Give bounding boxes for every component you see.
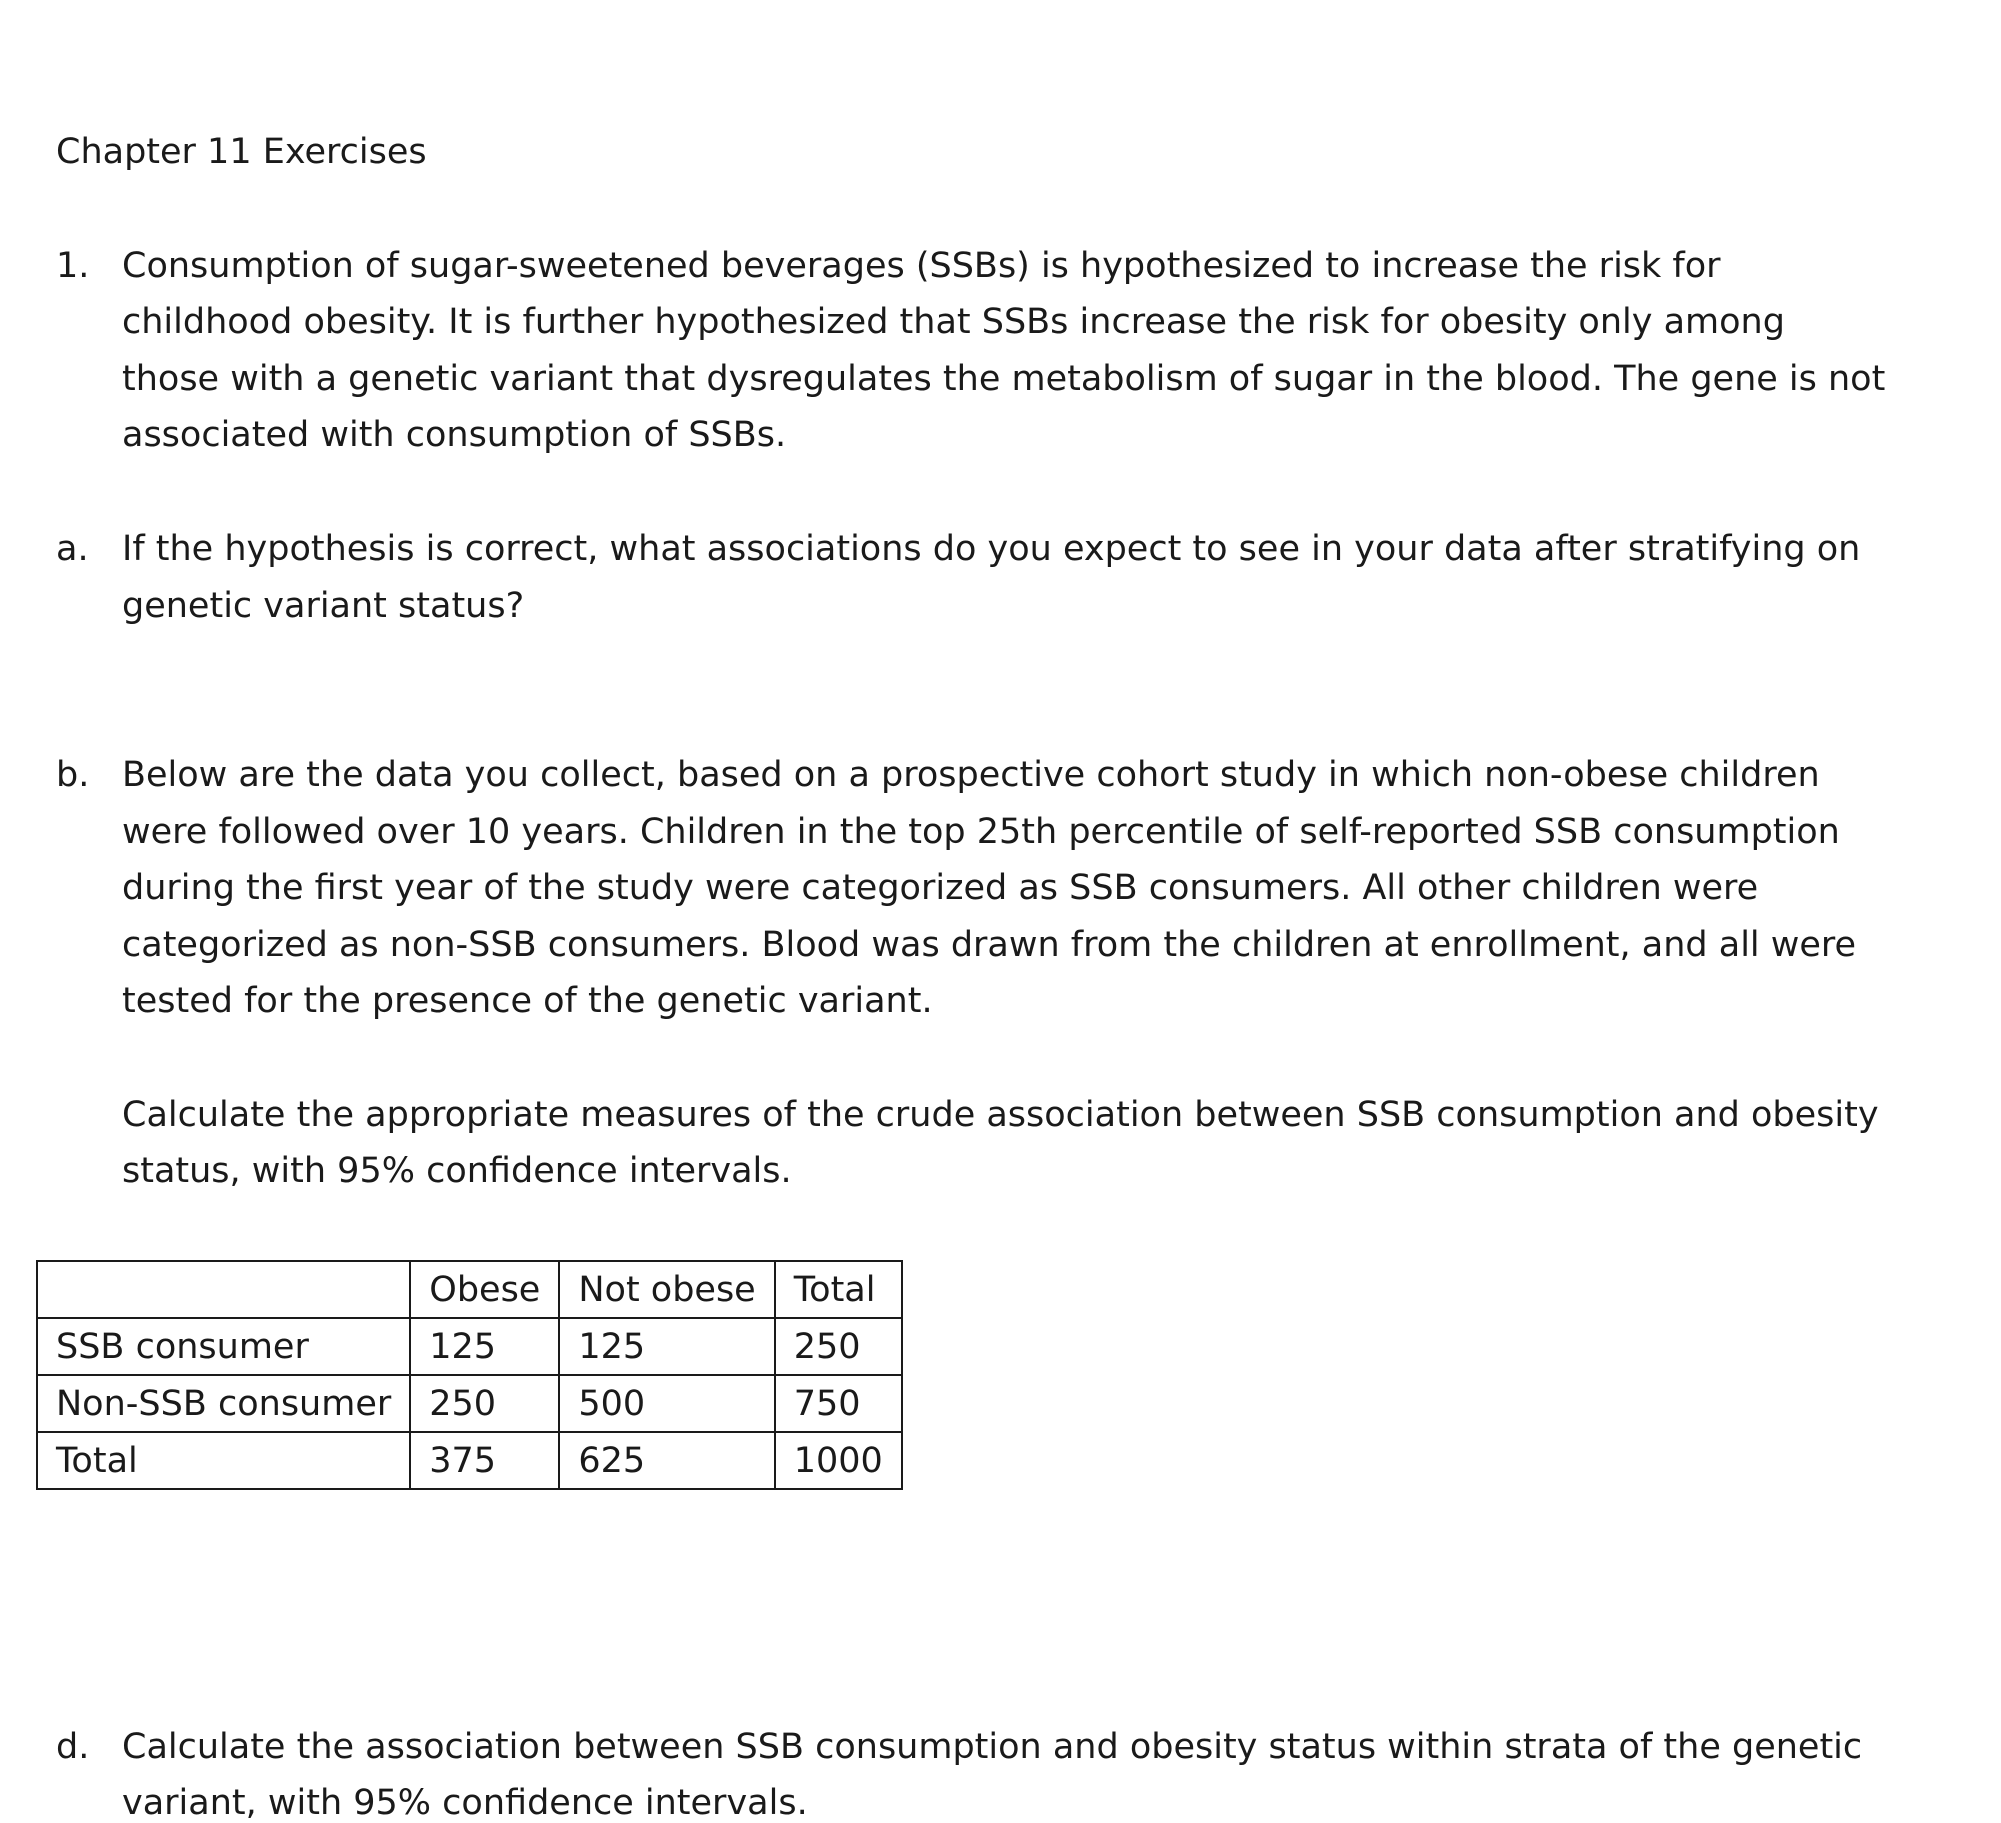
table-cell: 125 (559, 1318, 774, 1375)
part-d-label: d. (56, 1727, 90, 1767)
table-cell: Total (37, 1432, 410, 1489)
question-1-number: 1. (56, 246, 90, 286)
part-a-line-1: If the hypothesis is correct, what associations do you expect to see in your data after stratifying on (122, 529, 1861, 569)
table-cell: 1000 (775, 1432, 902, 1489)
table-cell: 125 (410, 1318, 559, 1375)
table-row (37, 1375, 902, 1432)
table-cell: 750 (775, 1375, 902, 1432)
question-1-line-1: Consumption of sugar-sweetened beverages (SSBs) is hypothesized to increase the risk for (122, 246, 1721, 286)
table-header-cell (37, 1261, 410, 1318)
part-b-line-2: were followed over 10 years. Children in the top 25th percentile of self-reported SSB consumption (122, 812, 1840, 852)
part-d-line-1: Calculate the association between SSB consumption and obesity status within strata of the genetic (122, 1727, 1863, 1767)
page-title: Chapter 11 Exercises (56, 132, 427, 172)
part-b-line-1: Below are the data you collect, based on a prospective cohort study in which non-obese children (122, 755, 1820, 795)
question-1-line-4: associated with consumption of SSBs. (122, 415, 787, 455)
part-a-label: a. (56, 529, 89, 569)
contingency-table (36, 1260, 903, 1490)
part-a-line-2: genetic variant status? (122, 586, 525, 626)
part-b-line-5: tested for the presence of the genetic variant. (122, 981, 933, 1021)
table-cell: 250 (410, 1375, 559, 1432)
part-b-line-3: during the first year of the study were categorized as SSB consumers. All other children were (122, 868, 1759, 908)
question-1-line-3: those with a genetic variant that dysregulates the metabolism of sugar in the blood. The gene is not (122, 359, 1886, 399)
table-header-row (37, 1261, 902, 1318)
table-cell: 500 (559, 1375, 774, 1432)
table-header-cell: Total (775, 1261, 902, 1318)
table-row (37, 1432, 902, 1489)
table-cell: SSB consumer (37, 1318, 410, 1375)
question-1-line-2: childhood obesity. It is further hypothesized that SSBs increase the risk for obesity only among (122, 302, 1785, 342)
table-header-cell: Obese (410, 1261, 559, 1318)
table-cell: Non-SSB consumer (37, 1375, 410, 1432)
part-b-label: b. (56, 755, 90, 795)
table-cell: 250 (775, 1318, 902, 1375)
table-header-cell: Not obese (559, 1261, 774, 1318)
part-d-line-2: variant, with 95% confidence intervals. (122, 1783, 808, 1823)
table-cell: 625 (559, 1432, 774, 1489)
table-row (37, 1318, 902, 1375)
part-b-line-4: categorized as non-SSB consumers. Blood was drawn from the children at enrollment, and all were (122, 925, 1857, 965)
table-cell: 375 (410, 1432, 559, 1489)
part-b-followup-line-1: Calculate the appropriate measures of the crude association between SSB consumption and obesity (122, 1095, 1879, 1135)
part-b-followup-line-2: status, with 95% confidence intervals. (122, 1151, 792, 1191)
